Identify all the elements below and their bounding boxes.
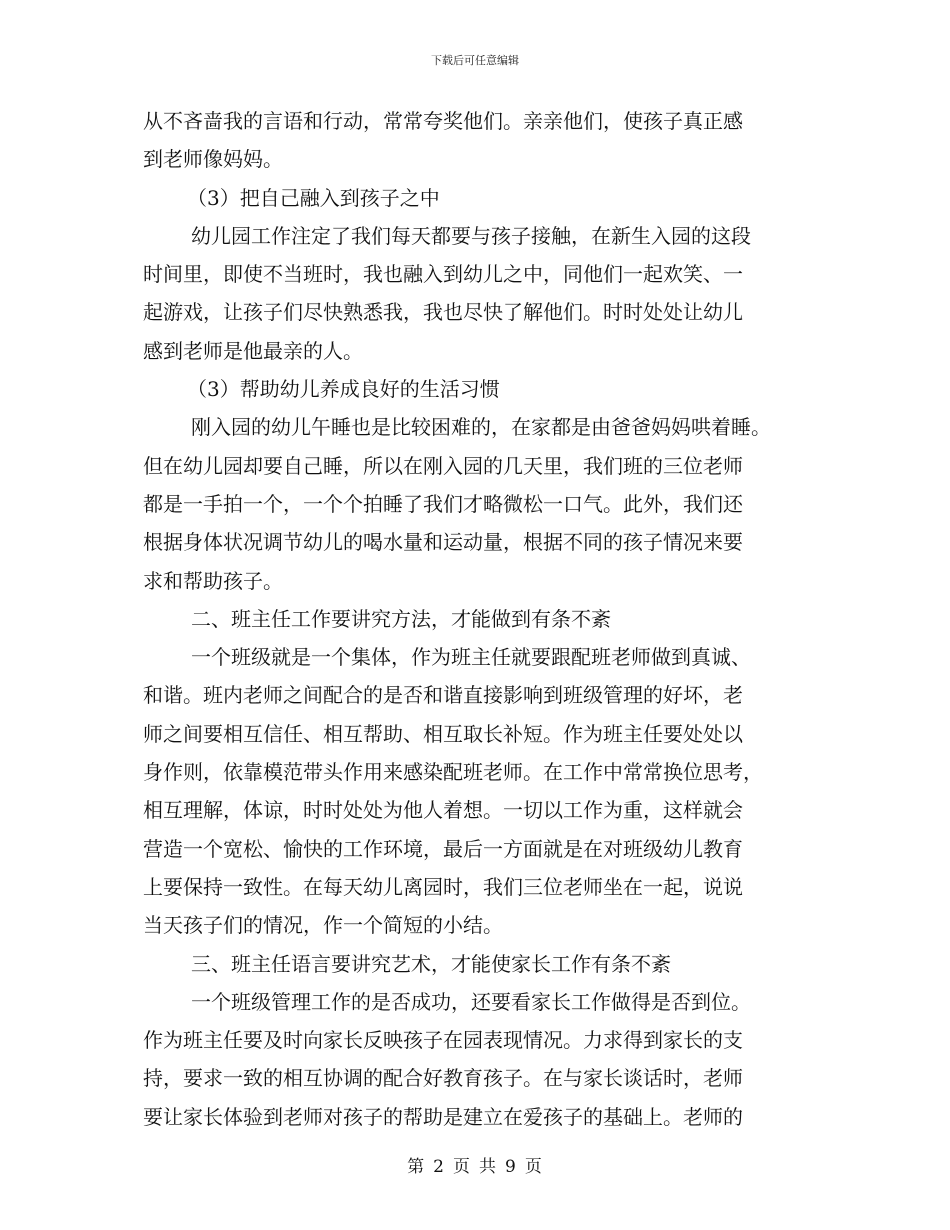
text-line: 幼儿园工作注定了我们每天都要与孩子接触，在新生入园的这段: [191, 223, 751, 248]
footer-prefix: 第: [407, 1157, 426, 1177]
text-line: 求和帮助孩子。: [143, 568, 283, 593]
text-line: 一个班级管理工作的是否成功，还要看家长工作做得是否到位。: [191, 989, 751, 1014]
text-line: 但在幼儿园却要自己睡，所以在刚入园的几天里，我们班的三位老师: [143, 453, 743, 478]
text-line: 三、班主任语言要讲究艺术，才能使家长工作有条不紊: [191, 951, 671, 976]
text-line: 作为班主任要及时向家长反映孩子在园表现情况。力求得到家长的支: [143, 1028, 743, 1053]
page-header-note: 下载后可任意编辑: [431, 54, 519, 67]
text-line: 相互理解，体谅，时时处处为他人着想。一切以工作为重，这样就会: [143, 798, 743, 823]
text-line: 刚入园的幼儿午睡也是比较困难的，在家都是由爸爸妈妈哄着睡。: [191, 415, 771, 440]
footer-page-word: 页: [453, 1157, 471, 1177]
text-line: （3）把自己融入到孩子之中: [187, 185, 440, 210]
footer-page-word-2: 页: [524, 1157, 543, 1177]
text-line: 一个班级就是一个集体，作为班主任就要跟配班老师做到真诚、: [191, 645, 751, 670]
text-line: 当天孩子们的情况，作一个简短的小结。: [143, 913, 503, 938]
text-line: 根据身体状况调节幼儿的喝水量和运动量，根据不同的孩子情况来要: [143, 530, 743, 555]
text-line: 持，要求一致的相互协调的配合好教育孩子。在与家长谈话时，老师: [143, 1066, 743, 1091]
text-line: 到老师像妈妈。: [143, 147, 283, 172]
footer-total-word: 共: [479, 1157, 497, 1177]
page-footer: [0, 1152, 950, 1177]
text-line: （3）帮助幼儿养成良好的生活习惯: [187, 377, 500, 402]
total-page-count: 9: [505, 1157, 517, 1177]
text-line: 从不吝啬我的言语和行动，常常夸奖他们。亲亲他们，使孩子真正感: [143, 109, 743, 133]
text-line: 身作则，依靠模范带头作用来感染配班老师。在工作中常常换位思考，: [143, 760, 763, 785]
text-line: 感到老师是他最亲的人。: [143, 338, 363, 363]
text-line: 都是一手拍一个，一个个拍睡了我们才略微松一口气。此外，我们还: [143, 491, 743, 516]
text-line: 和谐。班内老师之间配合的是否和谐直接影响到班级管理的好坏，老: [143, 683, 743, 708]
text-line: 营造一个宽松、愉快的工作环境，最后一方面就是在对班级幼儿教育: [143, 836, 743, 861]
document-body: [143, 102, 811, 1136]
text-line: 时间里，即使不当班时，我也融入到幼儿之中，同他们一起欢笑、一: [143, 262, 743, 287]
text-line: 要让家长体验到老师对孩子的帮助是建立在爱孩子的基础上。老师的: [143, 1104, 743, 1129]
current-page-number: 2: [433, 1157, 445, 1177]
text-line: 上要保持一致性。在每天幼儿离园时，我们三位老师坐在一起，说说: [143, 874, 743, 899]
text-line: 师之间要相互信任、相互帮助、相互取长补短。作为班主任要处处以: [143, 721, 743, 746]
text-line: 二、班主任工作要讲究方法，才能做到有条不紊: [191, 606, 611, 631]
text-line: 起游戏，让孩子们尽快熟悉我，我也尽快了解他们。时时处处让幼儿: [143, 300, 743, 325]
